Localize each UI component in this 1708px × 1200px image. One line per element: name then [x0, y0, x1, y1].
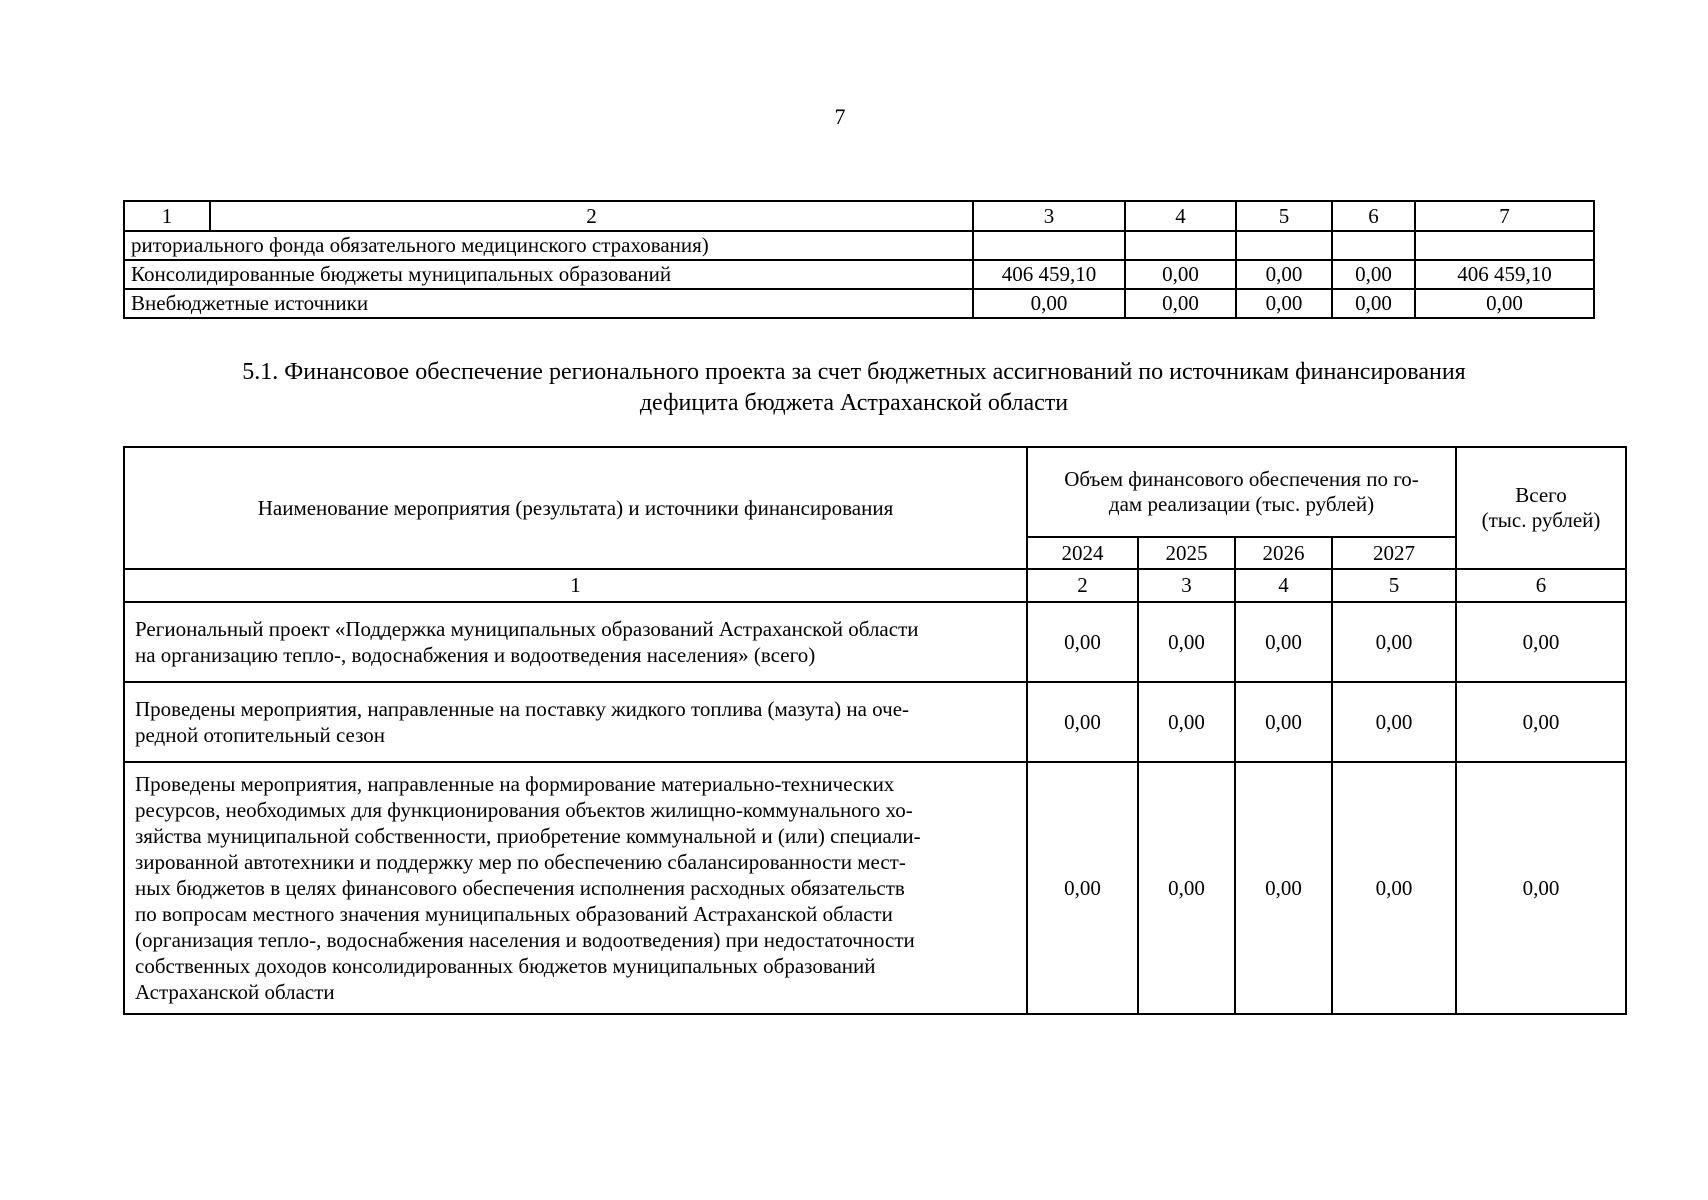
table-row: [124, 260, 1594, 289]
description-line: ных бюджетов в целях финансового обеспечения исполнения расходных обязательств: [135, 876, 905, 900]
description-line: Региональный проект «Поддержка муниципальных образований Астраханской области: [135, 617, 919, 641]
table-row: [124, 602, 1626, 682]
header-line: дам реализации (тыс. рублей): [1108, 492, 1375, 516]
description-line: по вопросам местного значения муниципальных образований Астраханской области: [135, 902, 893, 926]
row-description: [124, 602, 1027, 682]
table-index-row: [124, 569, 1626, 602]
row-name: Консолидированные бюджеты муниципальных образований: [124, 260, 973, 289]
description-line: зяйства муниципальной собственности, приобретение коммунальной и (или) специали-: [135, 824, 921, 848]
row-value: 0,00: [1332, 602, 1456, 682]
table-header-row: [124, 201, 1594, 231]
index-cell: 2: [1027, 569, 1138, 602]
row-value: 406 459,10: [1415, 260, 1594, 289]
col-volume-header: [1027, 447, 1456, 537]
page-number: 7: [834, 104, 846, 129]
description-line: Астраханской области: [135, 980, 335, 1004]
row-value: 406 459,10: [973, 260, 1125, 289]
index-cell: 5: [1332, 569, 1456, 602]
row-value: 0,00: [1415, 289, 1594, 318]
table-row: [124, 762, 1626, 1014]
row-value: 0,00: [1236, 289, 1332, 318]
year-header: 2026: [1235, 537, 1332, 569]
section-heading-line: дефицита бюджета Астраханской области: [639, 390, 1069, 416]
description-line: зированной автотехники и поддержку мер по обеспечению сбалансированности мест-: [135, 850, 906, 874]
row-value: 0,00: [1235, 602, 1332, 682]
year-header: 2024: [1027, 537, 1138, 569]
index-cell: 3: [1138, 569, 1235, 602]
row-value: 0,00: [1332, 289, 1415, 318]
row-value: 0,00: [1138, 762, 1235, 1014]
row-value: [1236, 231, 1332, 260]
row-description: [124, 682, 1027, 762]
row-value: 0,00: [1125, 289, 1236, 318]
description-line: редной отопительный сезон: [135, 723, 386, 747]
row-value: 0,00: [1027, 682, 1138, 762]
year-header: 2027: [1332, 537, 1456, 569]
table-header-row: [124, 447, 1626, 537]
row-value: 0,00: [1138, 682, 1235, 762]
index-cell: 6: [1456, 569, 1626, 602]
row-value: 0,00: [1332, 260, 1415, 289]
index-cell: 4: [1235, 569, 1332, 602]
row-value: 0,00: [1027, 762, 1138, 1014]
description-line: Проведены мероприятия, направленные на формирование материально-технических: [135, 772, 895, 796]
row-value: 0,00: [1138, 602, 1235, 682]
row-value: 0,00: [1236, 260, 1332, 289]
header-cell: 2: [210, 201, 973, 231]
row-value: 0,00: [1332, 762, 1456, 1014]
header-line: Объем финансового обеспечения по го-: [1064, 467, 1419, 491]
row-value: 0,00: [1456, 682, 1626, 762]
row-name: риториального фонда обязательного медицинского страхования): [124, 231, 973, 260]
row-value: [1415, 231, 1594, 260]
description-line: ресурсов, необходимых для функционирования объектов жилищно-коммунального хо-: [135, 798, 913, 822]
continuation-table: [123, 200, 1595, 319]
row-value: 0,00: [1125, 260, 1236, 289]
header-line: Всего: [1515, 483, 1567, 507]
row-value: 0,00: [1235, 682, 1332, 762]
row-value: 0,00: [1235, 762, 1332, 1014]
header-cell: 6: [1332, 201, 1415, 231]
table-row: [124, 231, 1594, 260]
index-cell: 1: [124, 569, 1027, 602]
col-name-header: Наименование мероприятия (результата) и источники финансирования: [124, 447, 1027, 569]
header-cell: 3: [973, 201, 1125, 231]
row-value: [1125, 231, 1236, 260]
header-line: (тыс. рублей): [1481, 508, 1601, 532]
table-row: [124, 289, 1594, 318]
row-description: [124, 762, 1027, 1014]
section-heading-line: 5.1. Финансовое обеспечение регионального проекта за счет бюджетных ассигнований по источникам финансирования: [242, 359, 1466, 385]
col-total-header: [1456, 447, 1626, 569]
financing-table: [123, 446, 1627, 1015]
row-value: 0,00: [1456, 762, 1626, 1014]
row-value: [973, 231, 1125, 260]
row-value: [1332, 231, 1415, 260]
header-cell: 7: [1415, 201, 1594, 231]
row-name: Внебюджетные источники: [124, 289, 973, 318]
description-line: Проведены мероприятия, направленные на поставку жидкого топлива (мазута) на оче-: [135, 697, 910, 721]
section-heading: [0, 357, 1708, 419]
description-line: собственных доходов консолидированных бюджетов муниципальных образований: [135, 954, 876, 978]
row-value: 0,00: [973, 289, 1125, 318]
header-cell: 5: [1236, 201, 1332, 231]
row-value: 0,00: [1332, 682, 1456, 762]
description-line: (организация тепло-, водоснабжения населения и водоотведения) при недостаточности: [135, 928, 915, 952]
description-line: на организацию тепло-, водоснабжения и водоотведения населения» (всего): [135, 643, 816, 667]
row-value: 0,00: [1456, 602, 1626, 682]
header-cell: 1: [124, 201, 210, 231]
year-header: 2025: [1138, 537, 1235, 569]
header-cell: 4: [1125, 201, 1236, 231]
row-value: 0,00: [1027, 602, 1138, 682]
table-row: [124, 682, 1626, 762]
